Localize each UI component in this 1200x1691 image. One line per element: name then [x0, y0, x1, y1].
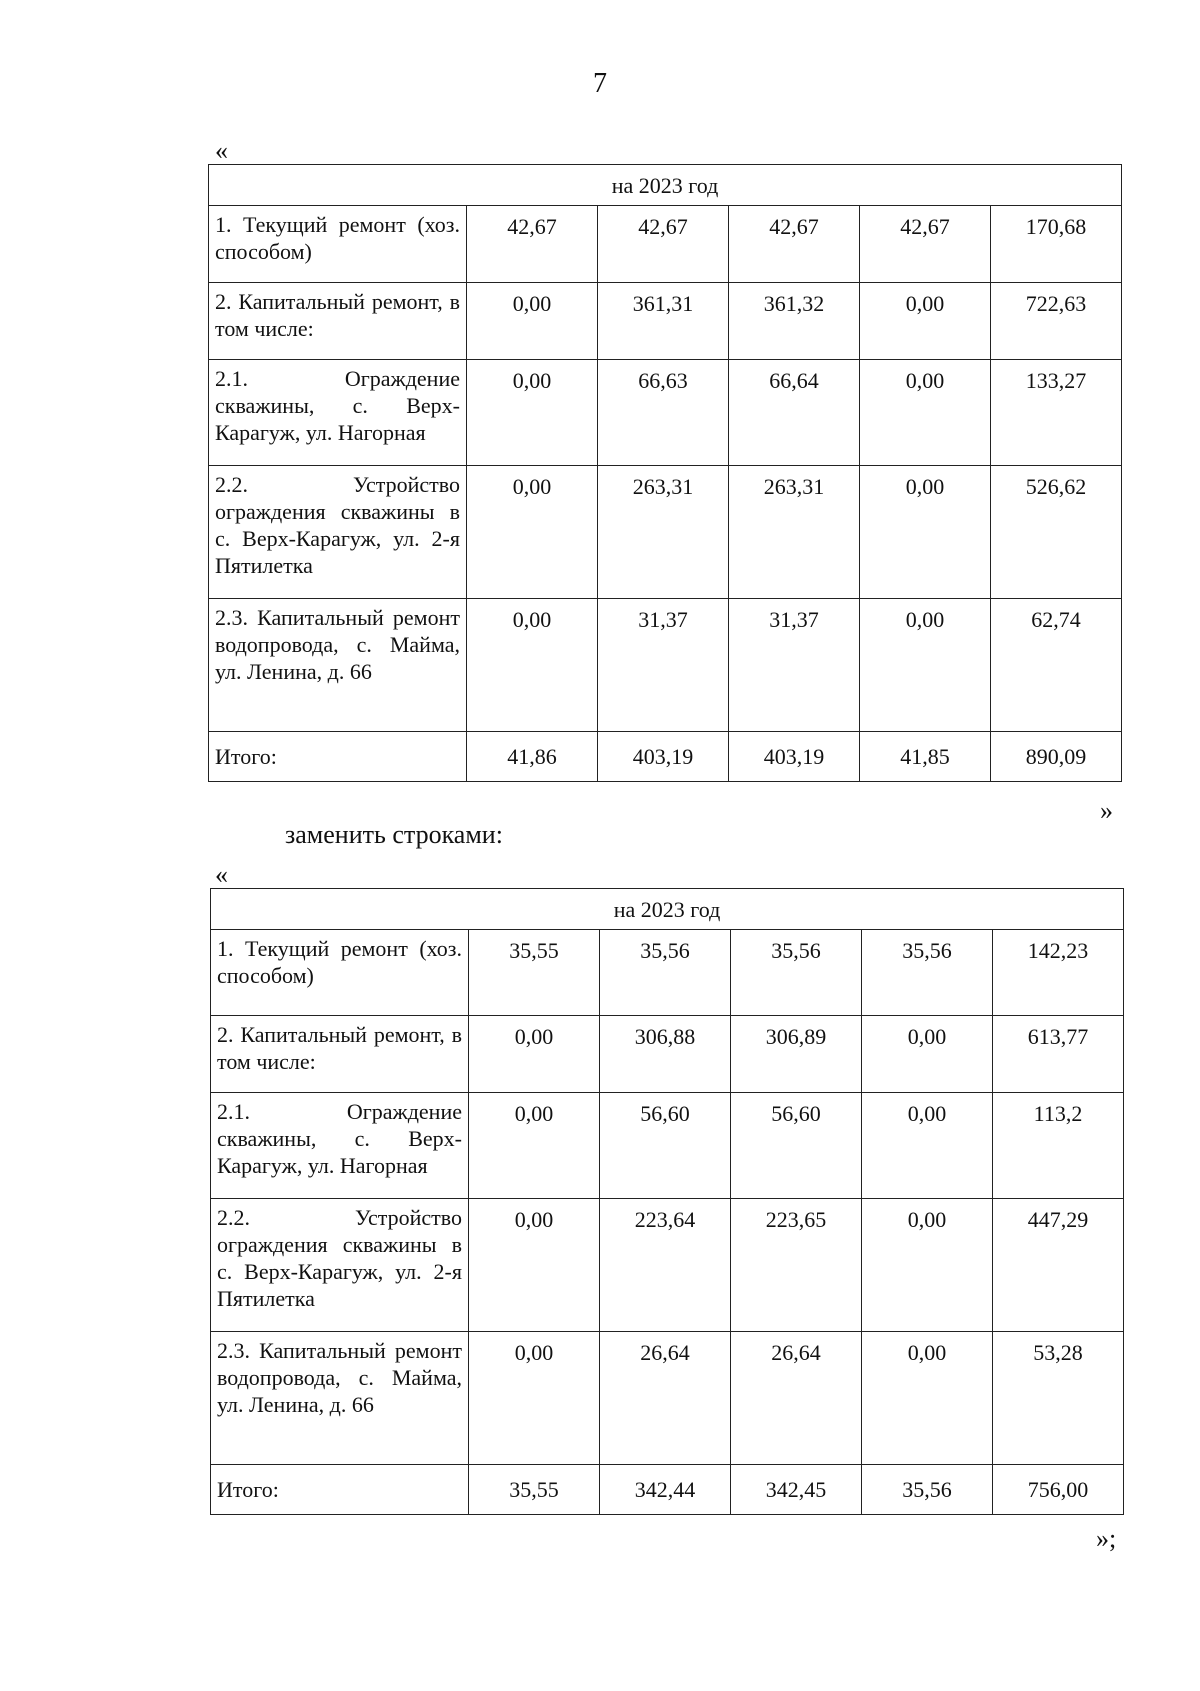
value-cell: 361,32 [729, 283, 860, 360]
row-label: 2.2. Устройство ограждения скважины в с. Верх-Карагуж, ул. 2-я Пятилетка [209, 466, 467, 599]
row-label: 2.3. Капитальный ремонт водопровода, с. Майма, ул. Ленина, д. 66 [209, 599, 467, 732]
value-cell: 35,56 [731, 930, 862, 1016]
value-cell: 41,85 [860, 732, 991, 782]
total-cell: 133,27 [991, 360, 1122, 466]
total-cell: 890,09 [991, 732, 1122, 782]
open-quote: « [215, 860, 228, 889]
row-label: 2.2. Устройство ограждения скважины в с. Верх-Карагуж, ул. 2-я Пятилетка [211, 1199, 469, 1332]
total-cell: 53,28 [993, 1332, 1124, 1465]
value-cell: 26,64 [600, 1332, 731, 1465]
value-cell: 66,63 [598, 360, 729, 466]
total-cell: 142,23 [993, 930, 1124, 1016]
value-cell: 306,89 [731, 1016, 862, 1093]
table-row [209, 206, 1122, 283]
table-row [211, 1199, 1124, 1332]
value-cell: 263,31 [598, 466, 729, 599]
value-cell: 263,31 [729, 466, 860, 599]
value-cell: 403,19 [729, 732, 860, 782]
table-row [209, 283, 1122, 360]
total-cell: 447,29 [993, 1199, 1124, 1332]
value-cell: 0,00 [862, 1332, 993, 1465]
total-cell: 756,00 [993, 1465, 1124, 1515]
value-cell: 31,37 [729, 599, 860, 732]
value-cell: 0,00 [467, 466, 598, 599]
total-cell: 722,63 [991, 283, 1122, 360]
row-label: 2.1. Ограждение скважины, с. Верх-Карагуж, ул. Нагорная [211, 1093, 469, 1199]
new-table [210, 888, 1124, 1515]
value-cell: 403,19 [598, 732, 729, 782]
value-cell: 42,67 [860, 206, 991, 283]
value-cell: 0,00 [860, 283, 991, 360]
value-cell: 41,86 [467, 732, 598, 782]
table-row [209, 360, 1122, 466]
value-cell: 56,60 [731, 1093, 862, 1199]
value-cell: 0,00 [860, 599, 991, 732]
year-header-row [211, 889, 1124, 930]
old-table [208, 164, 1122, 782]
value-cell: 35,56 [600, 930, 731, 1016]
total-cell: 613,77 [993, 1016, 1124, 1093]
value-cell: 26,64 [731, 1332, 862, 1465]
value-cell: 0,00 [469, 1332, 600, 1465]
value-cell: 42,67 [729, 206, 860, 283]
value-cell: 0,00 [862, 1199, 993, 1332]
table-row [209, 466, 1122, 599]
value-cell: 42,67 [467, 206, 598, 283]
value-cell: 56,60 [600, 1093, 731, 1199]
table-row [211, 1332, 1124, 1465]
year-header: на 2023 год [211, 889, 1124, 930]
year-header-row [209, 165, 1122, 206]
value-cell: 0,00 [467, 360, 598, 466]
close-quote: » [1100, 796, 1113, 825]
value-cell: 66,64 [729, 360, 860, 466]
year-header: на 2023 год [209, 165, 1122, 206]
total-cell: 526,62 [991, 466, 1122, 599]
value-cell: 31,37 [598, 599, 729, 732]
total-row [209, 732, 1122, 782]
row-label: 1. Текущий ремонт (хоз. способом) [211, 930, 469, 1016]
value-cell: 223,65 [731, 1199, 862, 1332]
table-row [211, 1093, 1124, 1199]
open-quote: « [215, 136, 228, 165]
close-quote-semicolon: »; [1096, 1524, 1117, 1553]
row-label: 2. Капитальный ремонт, в том числе: [209, 283, 467, 360]
total-label: Итого: [209, 732, 467, 782]
value-cell: 35,56 [862, 1465, 993, 1515]
value-cell: 35,56 [862, 930, 993, 1016]
page-number: 7 [593, 68, 607, 99]
table-row [211, 1016, 1124, 1093]
total-cell: 113,2 [993, 1093, 1124, 1199]
table-row [211, 930, 1124, 1016]
value-cell: 342,45 [731, 1465, 862, 1515]
value-cell: 0,00 [469, 1016, 600, 1093]
total-cell: 170,68 [991, 206, 1122, 283]
table-row [209, 599, 1122, 732]
value-cell: 0,00 [860, 360, 991, 466]
row-label: 2. Капитальный ремонт, в том числе: [211, 1016, 469, 1093]
total-row [211, 1465, 1124, 1515]
value-cell: 35,55 [469, 1465, 600, 1515]
value-cell: 35,55 [469, 930, 600, 1016]
row-label: 1. Текущий ремонт (хоз. способом) [209, 206, 467, 283]
total-label: Итого: [211, 1465, 469, 1515]
value-cell: 361,31 [598, 283, 729, 360]
total-cell: 62,74 [991, 599, 1122, 732]
row-label: 2.1. Ограждение скважины, с. Верх-Карагуж, ул. Нагорная [209, 360, 467, 466]
value-cell: 0,00 [862, 1093, 993, 1199]
value-cell: 0,00 [469, 1199, 600, 1332]
value-cell: 306,88 [600, 1016, 731, 1093]
value-cell: 223,64 [600, 1199, 731, 1332]
value-cell: 42,67 [598, 206, 729, 283]
value-cell: 0,00 [467, 599, 598, 732]
value-cell: 0,00 [860, 466, 991, 599]
value-cell: 0,00 [469, 1093, 600, 1199]
value-cell: 0,00 [862, 1016, 993, 1093]
value-cell: 342,44 [600, 1465, 731, 1515]
row-label: 2.3. Капитальный ремонт водопровода, с. Майма, ул. Ленина, д. 66 [211, 1332, 469, 1465]
value-cell: 0,00 [467, 283, 598, 360]
replace-heading: заменить строками: [285, 820, 503, 849]
